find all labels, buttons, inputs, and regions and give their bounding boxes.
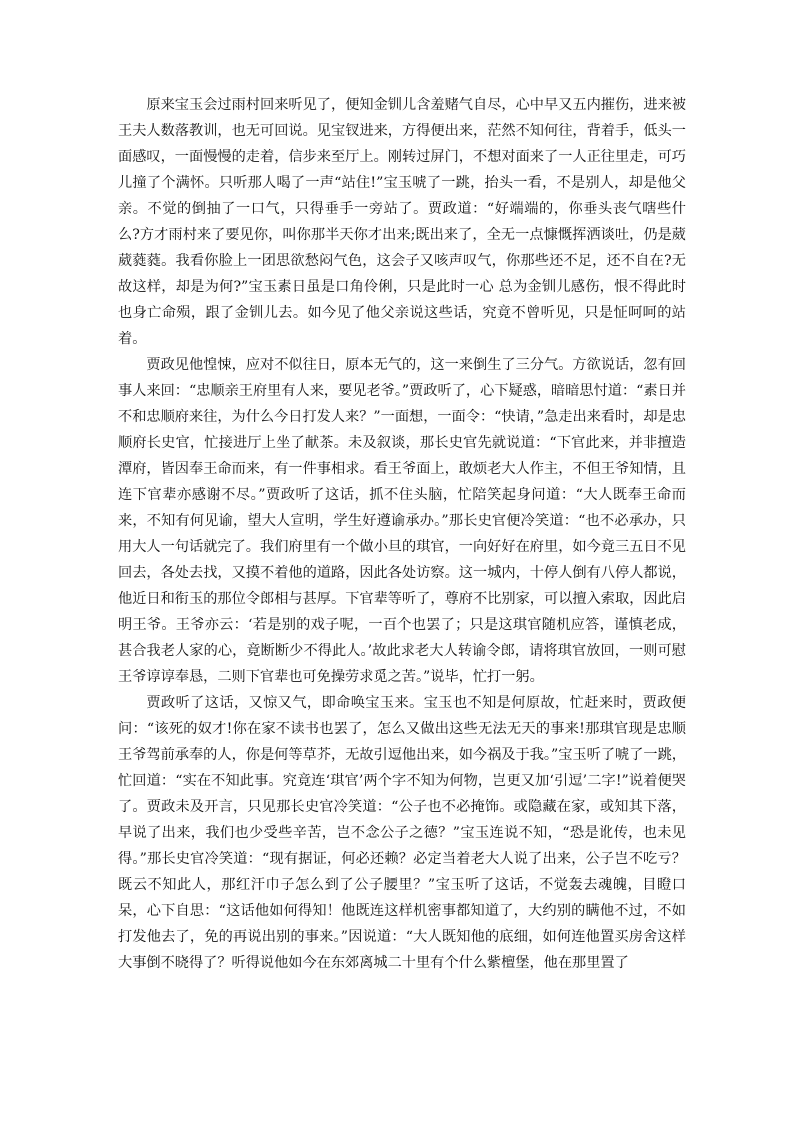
paragraph-2: 贾政见他惶悚，应对不似往日，原本无气的，这一来倒生了三分气。方欲说话，忽有回事人来回：“忠顺亲王府里有人来，要见老爷。”贾政听了，心下疑惑，暗暗思忖道：“素日并不和忠顺府来往，为什么今日打发人来？”一面想，一面令：“快请，”急走出来看时，却是忠顺府长史官，忙接进厅上坐了献茶。未及叙谈，那长史官先就说道：“下官此来，并非擅造潭府，皆因奉王命而来，有一件事相求。看王爷面上，敢烦老大人作主，不但王爷知情，且连下官辈亦感谢不尽。”贾政听了这话，抓不住头脑，忙陪笑起身问道：“大人既奉王命而来，不知有何见谕，望大人宣明，学生好遵谕承办。”那长史官便冷笑道：“也不必承办，只用大人一句话就完了。我们府里有一个做小旦的琪官，一向好好在府里，如今竟三五日不见回去，各处去找，又摸不着他的道路，因此各处访察。这一城内，十停人倒有八停人都说，他近日和衔玉的那位令郎相与甚厚。下官辈等听了，尊府不比别家，可以擅入索取，因此启明王爷。王爷亦云：‘若是别的戏子呢，一百个也罢了；只是这琪官随机应答，谨慎老成，甚合我老人家的心，竟断断少不得此人。’故此求老大人转谕令郎，请将琪官放回，一则可慰王爷谆谆奉恳，二则下官辈也可免操劳求觅之苦。”说毕，忙打一躬。 <box>118 357 686 685</box>
body-text <box>118 92 686 976</box>
paragraph-3: 贾政听了这话，又惊又气，即命唤宝玉来。宝玉也不知是何原故，忙赶来时，贾政便问：“该死的奴才!你在家不读书也罢了，怎么又做出这些无法无天的事来!那琪官现是忠顺王爷驾前承奉的人，你是何等草芥，无故引逗他出来，如今祸及于我。”宝玉听了唬了一跳，忙回道：“实在不知此事。究竟连‘琪官’两个字不知为何物，岂更又加‘引逗’二字!”说着便哭了。贾政未及开言，只见那长史官冷笑道：“公子也不必掩饰。或隐藏在家，或知其下落，早说了出来，我们也少受些辛苦，岂不念公子之德？”宝玉连说不知，“恐是讹传，也未见得。”那长史官冷笑道：“现有据证，何必还赖？必定当着老大人说了出来，公子岂不吃亏？既云不知此人，那红汗巾子怎么到了公子腰里？”宝玉听了这话，不觉轰去魂魄，目瞪口呆，心下自思：“这话他如何得知！他既连这样机密事都知道了，大约别的瞒他不过，不如打发他去了，免的再说出别的事来。”因说道：“大人既知他的底细，如何连他置买房舍这样大事倒不晓得了？听得说他如今在东郊离城二十里有个什么紫檀堡，他在那里置了 <box>118 695 686 971</box>
paragraph-1: 原来宝玉会过雨村回来听见了，便知金钏儿含羞赌气自尽，心中早又五内摧伤，进来被王夫人数落教训，也无可回说。见宝钗进来，方得便出来，茫然不知何往，背着手，低头一面感叹，一面慢慢的走着，信步来至厅上。刚转过屏门，不想对面来了一人正往里走，可巧儿撞了个满怀。只听那人喝了一声“站住!”宝玉唬了一跳，抬头一看，不是别人，却是他父亲。不觉的倒抽了一口气，只得垂手一旁站了。贾政道：“好端端的，你垂头丧气嗐些什么?方才雨村来了要见你，叫你那半天你才出来;既出来了，全无一点慷慨挥洒谈吐，仍是葳葳蕤蕤。我看你脸上一团思欲愁闷气色，这会子又咳声叹气，你那些还不足，还不自在?无故这样，却是为何?”宝玉素日虽是口角伶俐，只是此时一心 总为金钏儿感伤，恨不得此时也身亡命殒，跟了金钏儿去。如今见了他父亲说这些话，究竟不曾听见，只是怔呵呵的站着。 <box>118 97 686 347</box>
